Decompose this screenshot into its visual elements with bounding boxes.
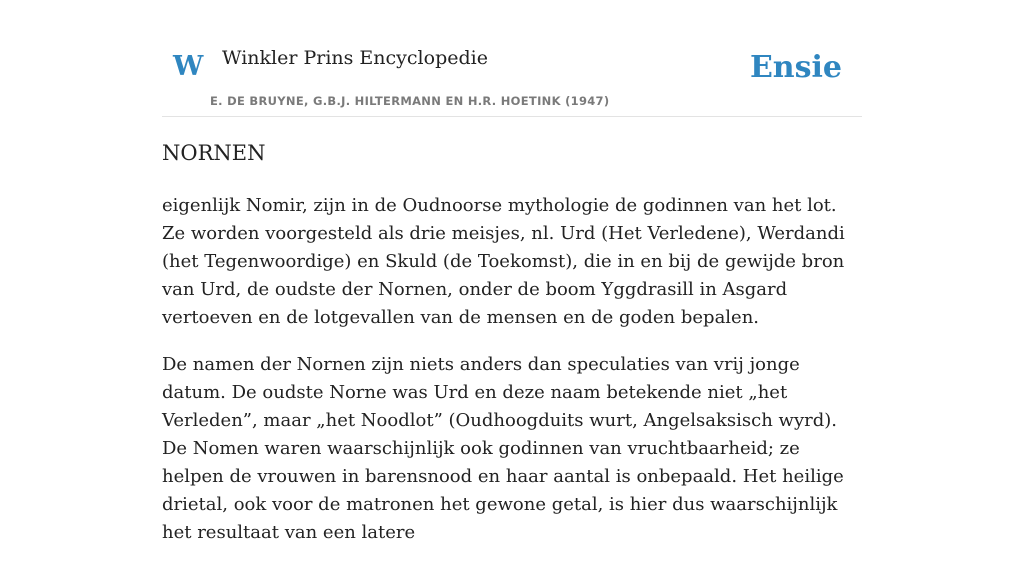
entry-paragraph: De namen der Nornen zijn niets anders dan speculaties van vrij jonge datum. De oudste Norne was Urd en deze naam betekende niet „het Verleden”, maar „het Noodlot” (Oudhoogduits wurt, Angelsaksisch wyrd). De Nomen waren waarschijnlijk ook godinnen van vruchtbaarheid; ze helpen de vrouwen in barensnood en haar aantal is onbepaald. Het heilige drietal, ook voor de matronen het gewone getal, is hier dus waarschijnlijk het resultaat van een latere [162,354,844,543]
site-header [162,36,862,117]
site-title[interactable]: Winkler Prins Encyclopedie [222,47,488,69]
winkler-prins-logo-icon[interactable]: W [173,51,204,82]
entry-content [162,192,862,566]
entry-title: NORNEN [162,141,266,165]
authors-line: E. DE BRUYNE, G.B.J. HILTERMANN EN H.R. HOETINK (1947) [210,94,610,108]
entry-paragraph: eigenlijk Nomir, zijn in de Oudnoorse mythologie de godinnen van het lot. Ze worden voorgesteld als drie meisjes, nl. Urd (Het Verledene), Werdandi (het Tegenwoordige) en Skuld (de Toekomst), die in en bij de gewijde bron van Urd, de oudste der Nornen, onder de boom Yggdrasill in Asgard vertoeven en de lotgevallen van de mensen en de goden bepalen. [162,195,845,328]
ensie-logo-link[interactable]: Ensie [749,50,842,85]
